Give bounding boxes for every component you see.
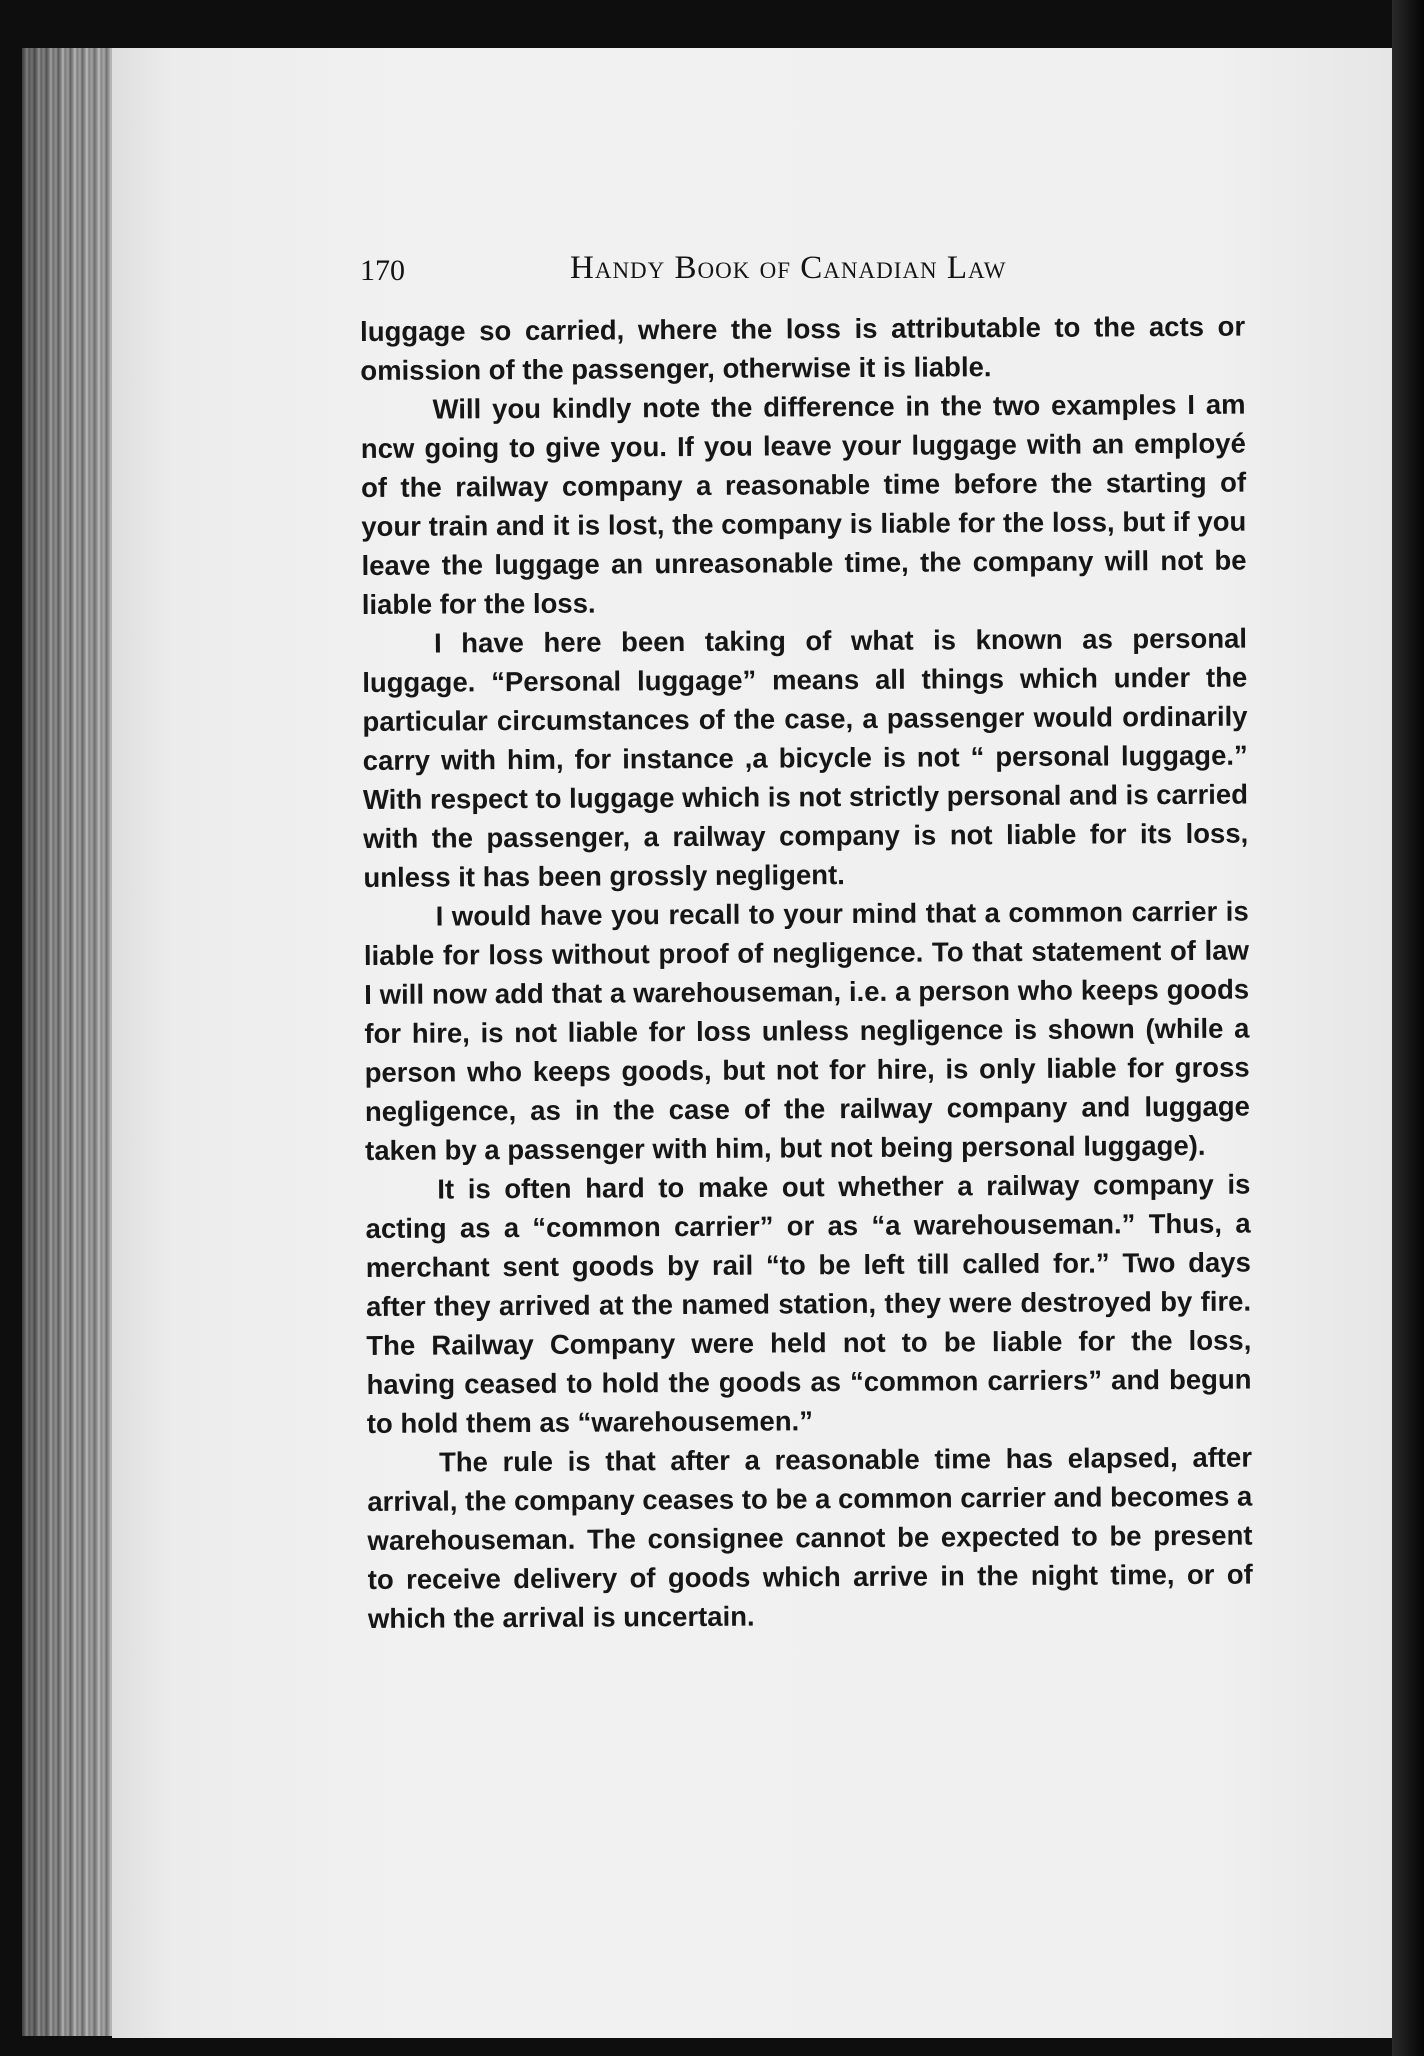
paragraph-4: I would have you recall to your mind that a common carrier is liable for loss without proof of negligence. To that statement of law I will now add that a warehouseman, i.e. a person who keeps goods for hire, is not liable for loss unless negligence is shown (while a person who keeps goods, but not for hire, is only liable for gross negligence, as in the case of the railway company and luggage taken by a passenger with him, but not being personal luggage). [363, 895, 1250, 1166]
paragraph-5: It is often hard to make out whether a railway company is acting as a “common carrier” or as “a warehouseman.” Thus, a merchant sent goods by rail “to be left till called for.” Two days after they arrived at the named station, they were destroyed by fire. The Railway Company were held not to be liable for the loss, having ceased to hold the goods as “common carriers” and begun to hold them as “warehousemen.” [365, 1168, 1252, 1439]
paragraph-3: I have here been taking of what is known as personal luggage. “Personal luggage” means all things which under the particular circumstances of the case, a passenger would ordinarily carry with him, for instance ,a bicycle is not “ personal luggage.” With respect to luggage which is not strictly personal and is carried with the passenger, a railway company is not liable for its loss, unless it has been grossly negligent. [362, 622, 1249, 893]
paragraph-2: Will you kindly note the difference in the two examples I am ncw going to give you. If you leave your luggage with an employé of the railway company a reasonable time before the starting of your train and it is lost, the company is liable for the loss, but if you leave the luggage an unreasonable time, the company will not be liable for the loss. [360, 388, 1247, 620]
paragraph-1: luggage so carried, where the loss is attributable to the acts or omission of the passenger, otherwise it is liable. [360, 310, 1246, 386]
paragraph-6: The rule is that after a reasonable time has elapsed, after arrival, the company ceases to be a common carrier and becomes a warehouseman. The consignee cannot be expected to be present to receive delivery of goods which arrive in the night time, or of which the arrival is uncertain. [367, 1441, 1253, 1634]
running-head: Handy Book of Canadian Law [570, 250, 1007, 286]
body-text [360, 307, 1253, 1638]
page-header [360, 250, 1245, 296]
page-number: 170 [360, 254, 405, 287]
binding-edge [1392, 0, 1424, 2056]
